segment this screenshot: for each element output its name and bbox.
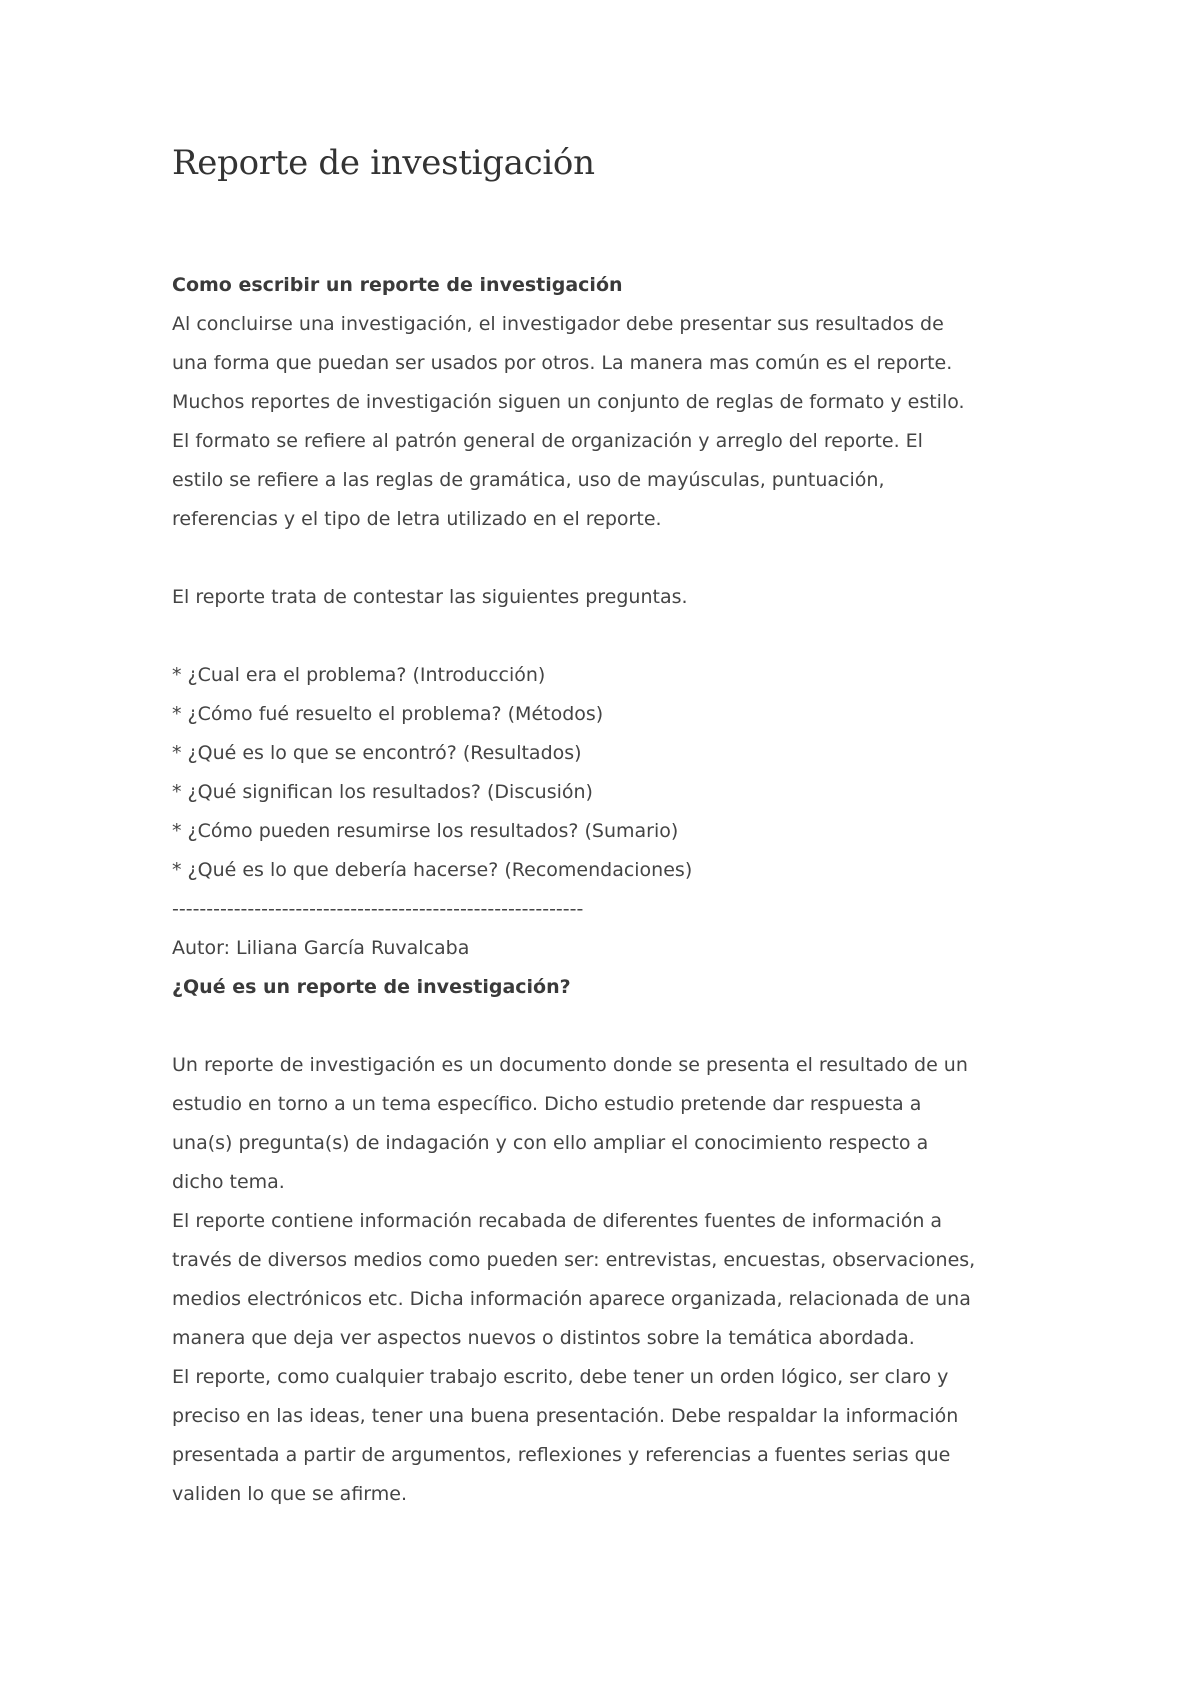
blank-line — [172, 617, 1052, 656]
questions-list — [172, 656, 1052, 890]
list-item: * ¿Qué significan los resultados? (Discusión) — [172, 781, 593, 803]
text-line: El reporte, como cualquier trabajo escrito, debe tener un orden lógico, ser claro y — [172, 1366, 949, 1388]
document-page — [172, 140, 1052, 1514]
text-line: estilo se refiere a las reglas de gramática, uso de mayúsculas, puntuación, — [172, 469, 885, 491]
list-item: * ¿Cómo fué resuelto el problema? (Métodos) — [172, 703, 604, 725]
text-line: una forma que puedan ser usados por otros. La manera mas común es el reporte. — [172, 352, 953, 374]
text-line: estudio en torno a un tema específico. Dicho estudio pretende dar respuesta a — [172, 1093, 922, 1115]
text-line: una(s) pregunta(s) de indagación y con ello ampliar el conocimiento respecto a — [172, 1132, 929, 1154]
text-line: medios electrónicos etc. Dicha información aparece organizada, relacionada de una — [172, 1288, 971, 1310]
list-item: * ¿Cual era el problema? (Introducción) — [172, 664, 546, 686]
questions-intro: El reporte trata de contestar las siguientes preguntas. — [172, 586, 688, 608]
list-item: * ¿Qué es lo que se encontró? (Resultados) — [172, 742, 582, 764]
text-line: Al concluirse una investigación, el investigador debe presentar sus resultados de — [172, 313, 944, 335]
text-line: dicho tema. — [172, 1171, 285, 1193]
list-item: * ¿Qué es lo que debería hacerse? (Recomendaciones) — [172, 859, 693, 881]
blank-line — [172, 1007, 1052, 1046]
text-line: El formato se refiere al patrón general de organización y arreglo del reporte. El — [172, 430, 923, 452]
section-heading-como-escribir: Como escribir un reporte de investigación — [172, 274, 623, 296]
text-line: preciso en las ideas, tener una buena presentación. Debe respaldar la información — [172, 1405, 959, 1427]
list-item: * ¿Cómo pueden resumirse los resultados? (Sumario) — [172, 820, 679, 842]
separator-line: ------------------------------------------------------------ — [172, 898, 584, 920]
paragraph-definition — [172, 1046, 1052, 1514]
text-line: manera que deja ver aspectos nuevos o distintos sobre la temática abordada. — [172, 1327, 915, 1349]
text-line: presentada a partir de argumentos, reflexiones y referencias a fuentes serias que — [172, 1444, 951, 1466]
document-body — [172, 266, 1052, 1514]
section-heading-que-es: ¿Qué es un reporte de investigación? — [172, 976, 571, 998]
text-line: través de diversos medios como pueden ser: entrevistas, encuestas, observaciones, — [172, 1249, 976, 1271]
blank-line — [172, 539, 1052, 578]
text-line: Muchos reportes de investigación siguen un conjunto de reglas de formato y estilo. — [172, 391, 965, 413]
paragraph-intro — [172, 305, 1052, 539]
text-line: validen lo que se afirme. — [172, 1483, 408, 1505]
author-line: Autor: Liliana García Ruvalcaba — [172, 937, 470, 959]
text-line: referencias y el tipo de letra utilizado en el reporte. — [172, 508, 662, 530]
text-line: Un reporte de investigación es un documento donde se presenta el resultado de un — [172, 1054, 968, 1076]
document-title: Reporte de investigación — [172, 143, 595, 183]
text-line: El reporte contiene información recabada de diferentes fuentes de información a — [172, 1210, 943, 1232]
